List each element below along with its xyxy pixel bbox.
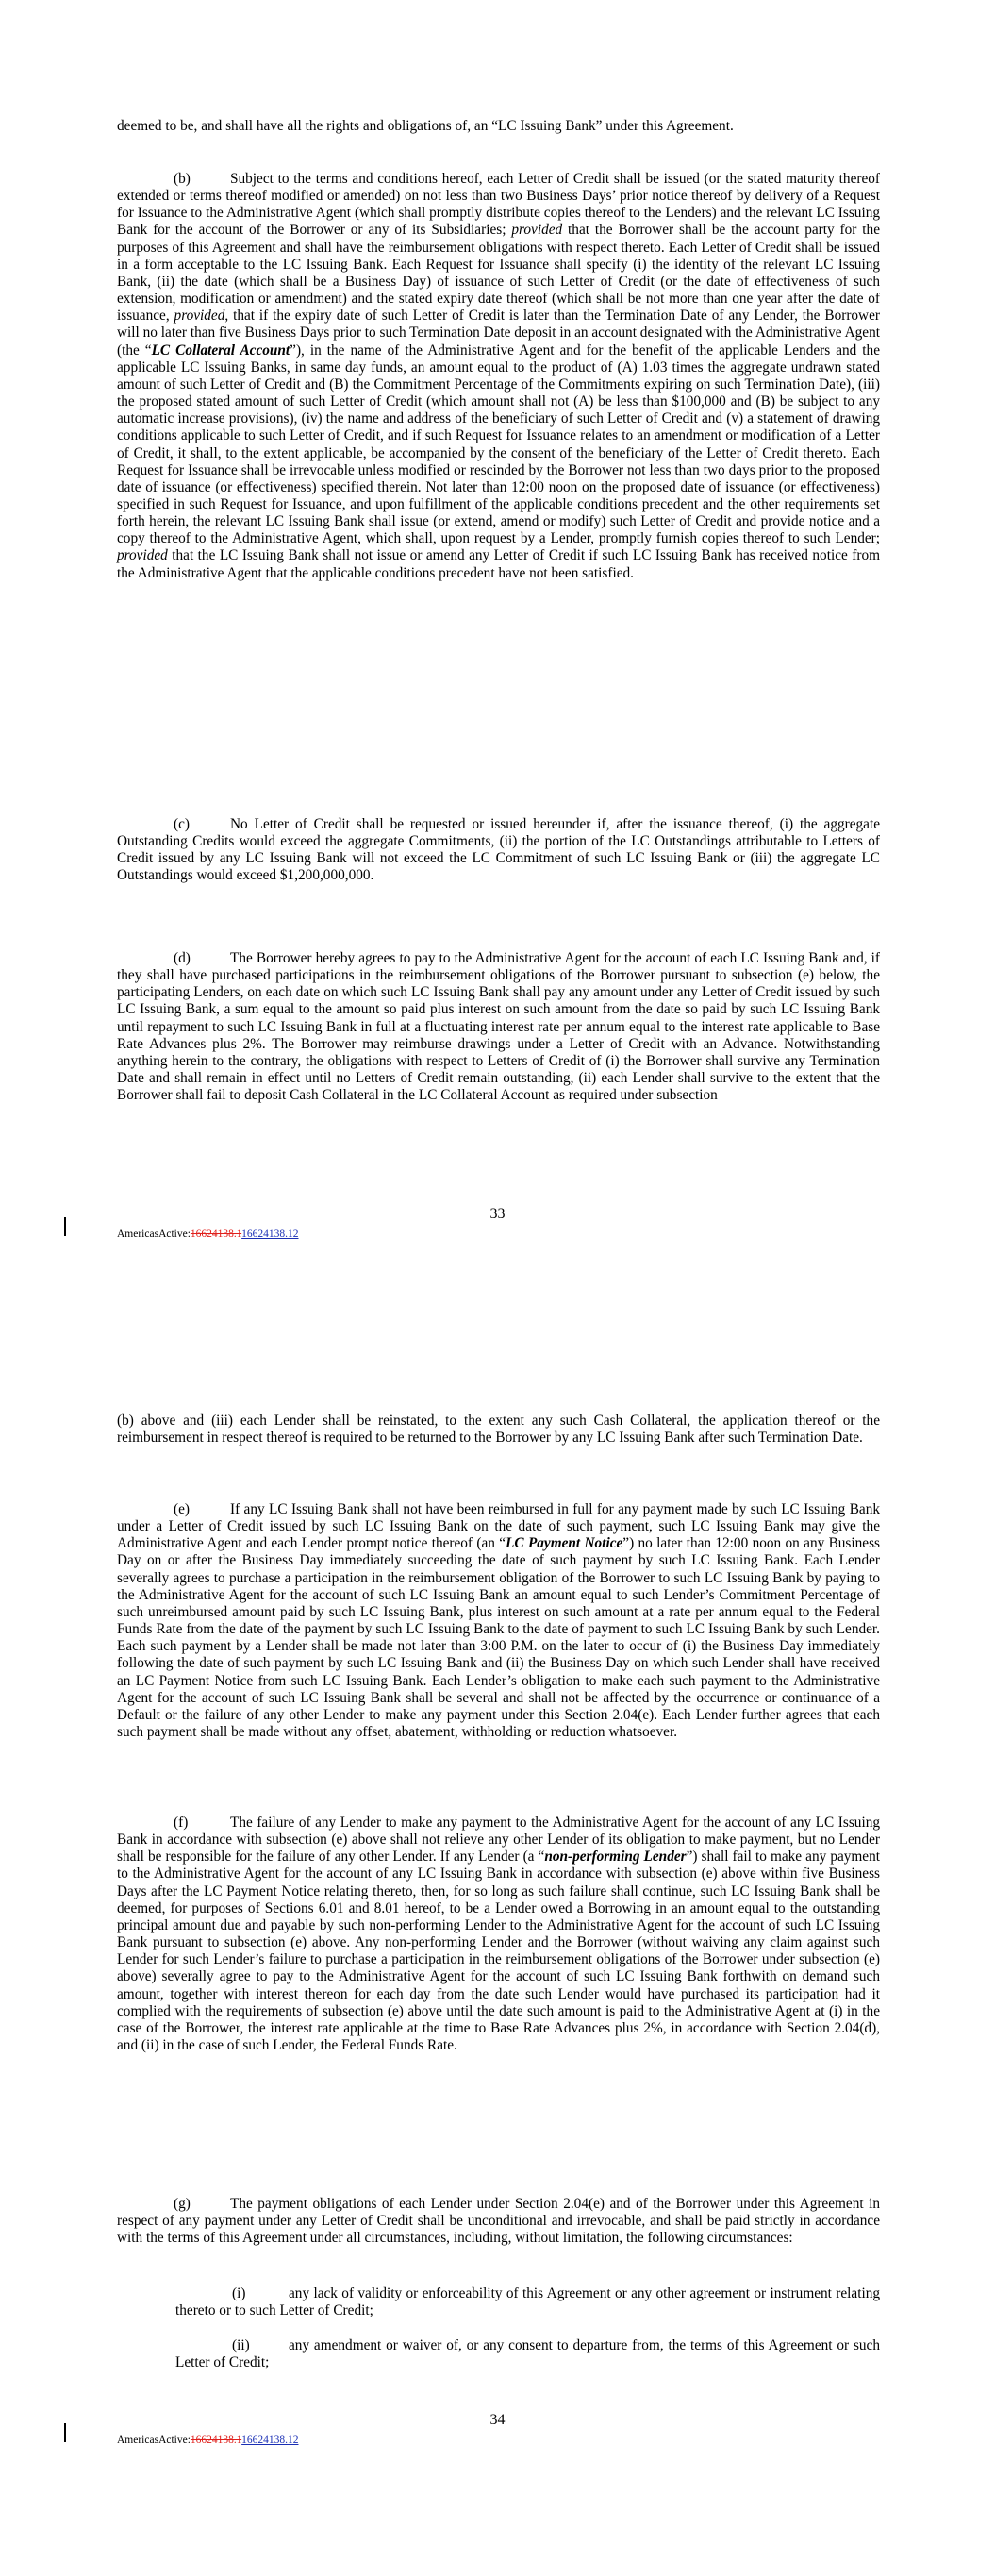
change-bar: [64, 2423, 66, 2442]
page-34: [0, 1293, 995, 2576]
paragraph-label: (e): [174, 1501, 190, 1517]
continued-paragraph: (b) above and (iii) each Lender shall be reinstated, to the extent any such Cash Collateral, the application thereof or the reimbursement in respect thereof is required to be returned to the Borrower by any LC Issuing Bank after such Termination Date.: [117, 1413, 880, 1447]
paragraph-label: (g): [174, 2196, 191, 2212]
paragraph-e: (e) If any LC Issuing Bank shall not have been reimbursed in full for any payment made by such LC Issuing Bank under a Letter of Credit issued by such LC Issuing Bank on the date of such payment, such LC Issuing Bank may give the Administrative Agent and each Lender prompt notice thereof (an “LC Payment Notice”) no later than 12:00 noon on any Business Day on or after the Business Day immediately succeeding the date of such payment by such LC Issuing Bank. Each Lender severally agrees to purchase a participation in the reimbursement obligation of the Borrower to such LC Issuing Bank by paying to the Administrative Agent for the account of such LC Issuing Bank an amount equal to such Lender’s Commitment Percentage of such unreimbursed amount paid by such LC Issuing Bank, plus interest on such amount at a rate per annum equal to the Federal Funds Rate from the date of the payment by such LC Issuing Bank to the date of payment to such LC Issuing Bank by such Lender. Each such payment by a Lender shall be made not later than 3:00 P.M. on the later to occur of (i) the Business Day immediately following the date of such payment by such LC Issuing Bank and (ii) the Business Day on which such Lender shall have received an LC Payment Notice from such LC Issuing Bank. Each Lender’s obligation to make each such payment to the Administrative Agent for the account of such LC Issuing Bank shall be several and shall not be affected by the occurrence or continuance of a Default or the failure of any other Lender to make any payment under this Section 2.04(e). Each Lender further agrees that each such payment shall be made without any offset, abatement, withholding or reduction whatsoever.: [117, 1501, 880, 1741]
document-footer: AmericasActive:16624138.116624138.12: [117, 1229, 299, 1240]
document-footer: AmericasActive:16624138.116624138.12: [117, 2434, 299, 2446]
defined-term: LC Collateral Account: [151, 342, 290, 359]
inserted-text: 16624138.12: [241, 1229, 299, 1240]
paragraph-b: (b) Subject to the terms and conditions hereof, each Letter of Credit shall be issued (or the stated maturity thereof extended or terms thereof modified or amended) on not less than two Business Days’ prior notice thereof by delivery of a Request for Issuance to the Administrative Agent (which shall promptly distribute copies thereof to the Lenders) and the relevant LC Issuing Bank for the account of the Borrower or any of its Subsidiaries; provided that the Borrower shall be the account party for the purposes of this Agreement and shall have the reimbursement obligations with respect thereto. Each Letter of Credit shall be issued in a form acceptable to the LC Issuing Bank. Each Request for Issuance shall specify (i) the identity of the relevant LC Issuing Bank, (ii) the date (which shall be a Business Day) of issuance of such Letter of Credit (or the date of effectiveness of such extension, modification or amendment) and the stated expiry date thereof (which shall be not more than one year after the date of issuance, provided, that if the expiry date of such Letter of Credit is later than the Termination Date of any Lender, the Borrower will no later than five Business Days prior to such Termination Date deposit in an account designated with the Administrative Agent (the “LC Collateral Account”), in the name of the Administrative Agent and for the benefit of the applicable Lenders and the applicable LC Issuing Banks, in same day funds, an amount equal to the product of (A) 1.03 times the aggregate undrawn stated amount of such Letter of Credit and (B) the Commitment Percentage of the Commitments expiring on such Termination Date), (iii) the proposed stated amount of such Letter of Credit (which amount shall not (A) be less than $100,000 and (B) be subject to any automatic increase provisions), (iv) the name and address of the beneficiary of such Letter of Credit and (v) a statement of drawing conditions applicable to such Letter of Credit, and if such Request for Issuance relates to an amendment or modification of a Letter of Credit, it shall, to the extent applicable, be accompanied by the consent of the beneficiary of the Letter of Credit thereto. Each Request for Issuance shall be irrevocable unless modified or rescinded by the Borrower not less than two days prior to the proposed date of issuance (or effectiveness) specified therein. Not later than 12:00 noon on the proposed date of issuance (or effectiveness) specified in such Request for Issuance, and upon fulfillment of the applicable conditions precedent and the other requirements set forth herein, the relevant LC Issuing Bank shall issue (or extend, amend or modify) such Letter of Credit and provide notice and a copy thereof to the Administrative Agent, which shall, upon request by a Lender, promptly furnish copies thereof to such Lender; provided that the LC Issuing Bank shall not issue or amend any Letter of Credit if such LC Issuing Bank has received notice from the Administrative Agent that the applicable conditions precedent have not been satisfied.: [117, 171, 880, 581]
subparagraph-label: (i): [232, 2285, 246, 2301]
paragraph-c: (c) No Letter of Credit shall be requested or issued hereunder if, after the issuance thereof, (i) the aggregate Outstanding Credits would exceed the aggregate Commitments, (ii) the portion of the LC Outstandings attributable to Letters of Credit issued by any LC Issuing Bank will not exceed the LC Commitment of such LC Issuing Bank or (iii) the aggregate LC Outstandings would exceed $1,200,000,000.: [117, 816, 880, 884]
change-bar: [64, 1217, 66, 1236]
paragraph-label: (d): [174, 950, 191, 966]
subparagraph-label: (ii): [232, 2337, 250, 2353]
subparagraph-i: (i) any lack of validity or enforceability of this Agreement or any other agreement or instrument relating thereto or to such Letter of Credit;: [175, 2285, 880, 2319]
paragraph-label: (c): [174, 816, 190, 832]
subparagraph-ii: (ii) any amendment or waiver of, or any consent to departure from, the terms of this Agreement or such Letter of Credit;: [175, 2337, 880, 2371]
defined-term: non-performing Lender: [544, 1848, 687, 1865]
deleted-text: 16624138.1: [190, 2434, 242, 2446]
page-number: 33: [489, 1206, 506, 1222]
inserted-text: 16624138.12: [241, 2434, 299, 2446]
paragraph-g: (g) The payment obligations of each Lender under Section 2.04(e) and of the Borrower under this Agreement in respect of any payment under any Letter of Credit shall be unconditional and irrevocable, and shall be paid strictly in accordance with the terms of this Agreement under all circumstances, including, without limitation, the following circumstances:: [117, 2196, 880, 2247]
deleted-text: 16624138.1: [190, 1229, 242, 1240]
defined-term: LC Payment Notice: [506, 1535, 623, 1552]
paragraph-f: (f) The failure of any Lender to make any payment to the Administrative Agent for the account of any LC Issuing Bank in accordance with subsection (e) above shall not relieve any other Lender of its obligation to make payment, but no Lender shall be responsible for the failure of any other Lender. If any Lender (a “non-performing Lender”) shall fail to make any payment to the Administrative Agent for the account of any LC Issuing Bank in accordance with subsection (e) above within five Business Days after the LC Payment Notice relating thereto, then, for so long as such failure shall continue, such LC Issuing Bank shall be deemed, for purposes of Sections 6.01 and 8.01 hereof, to be a Lender owed a Borrowing in an amount equal to the outstanding principal amount due and payable by such non-performing Lender to the Administrative Agent for the account of such LC Issuing Bank pursuant to subsection (e) above. Any non-performing Lender and the Borrower (without waiving any claim against such Lender for such Lender’s failure to purchase a participation in the reimbursement obligations of the Borrower under subsection (e) above) severally agree to pay to the Administrative Agent for the account of such LC Issuing Bank forthwith on demand such amount, together with interest thereon for each day from the date such Lender would have purchased its participation had it complied with the requirements of subsection (e) above until the date such amount is paid to the Administrative Agent at (i) in the case of the Borrower, the interest rate applicable at the time to Base Rate Advances plus 2%, in accordance with Section 2.04(d), and (ii) in the case of such Lender, the Federal Funds Rate.: [117, 1815, 880, 2054]
intro-paragraph: deemed to be, and shall have all the rights and obligations of, an “LC Issuing Bank” under this Agreement.: [117, 118, 734, 134]
page-number: 34: [489, 2412, 506, 2428]
paragraph-label: (b): [174, 171, 191, 187]
paragraph-d: (d) The Borrower hereby agrees to pay to the Administrative Agent for the account of each LC Issuing Bank and, if they shall have purchased participations in the reimbursement obligations of the Borrower pursuant to subsection (e) below, the participating Lenders, on each date on which such LC Issuing Bank shall pay any amount under any Letter of Credit issued by such LC Issuing Bank, a sum equal to the amount so paid plus interest on such amount from the date so paid by such LC Issuing Bank until repayment to such LC Issuing Bank in full at a fluctuating interest rate per annum equal to the interest rate applicable to Base Rate Advances plus 2%. The Borrower may reimburse drawings under a Letter of Credit with an Advance. Notwithstanding anything herein to the contrary, the obligations with respect to Letters of Credit of (i) the Borrower shall survive any Termination Date and shall remain in effect until no Letters of Credit remain outstanding, (ii) each Lender shall survive to the extent that the Borrower shall fail to deposit Cash Collateral in the LC Collateral Account as required under subsection: [117, 950, 880, 1104]
paragraph-label: (f): [174, 1815, 189, 1831]
